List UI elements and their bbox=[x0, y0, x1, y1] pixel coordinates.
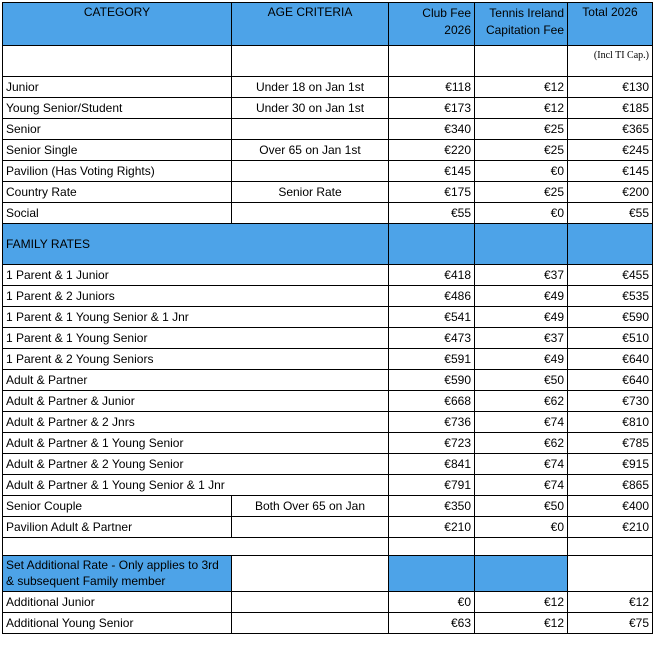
club-fee-cell: €668 bbox=[389, 391, 475, 412]
age-cell: Over 65 on Jan 1st bbox=[232, 140, 389, 161]
blank-cell bbox=[389, 224, 475, 265]
category-cell: Country Rate bbox=[3, 182, 232, 203]
category-cell: Pavilion Adult & Partner bbox=[3, 517, 232, 538]
blank-cell bbox=[568, 556, 653, 592]
category-cell: Adult & Partner & 2 Jnrs bbox=[3, 412, 389, 433]
category-cell: Adult & Partner & 1 Young Senior bbox=[3, 433, 389, 454]
ti-fee-cell: €12 bbox=[475, 592, 568, 613]
category-cell: 1 Parent & 1 Young Senior bbox=[3, 328, 389, 349]
total-cell: €75 bbox=[568, 613, 653, 634]
family-rates-label: FAMILY RATES bbox=[3, 224, 389, 265]
table-row bbox=[3, 433, 653, 454]
category-cell: Senior Couple bbox=[3, 496, 232, 517]
total-cell: €640 bbox=[568, 349, 653, 370]
club-fee-cell: €723 bbox=[389, 433, 475, 454]
club-fee-cell: €210 bbox=[389, 517, 475, 538]
club-fee-cell: €63 bbox=[389, 613, 475, 634]
total-cell: €640 bbox=[568, 370, 653, 391]
fees-table bbox=[2, 2, 653, 634]
club-fee-cell: €350 bbox=[389, 496, 475, 517]
club-fee-cell: €473 bbox=[389, 328, 475, 349]
total-cell: €400 bbox=[568, 496, 653, 517]
total-cell: €365 bbox=[568, 119, 653, 140]
club-fee-cell: €736 bbox=[389, 412, 475, 433]
age-cell bbox=[232, 119, 389, 140]
total-cell: €915 bbox=[568, 454, 653, 475]
blank-cell bbox=[389, 556, 475, 592]
table-row bbox=[3, 119, 653, 140]
set-additional-label: Set Additional Rate - Only applies to 3rd & subsequent Family member bbox=[3, 556, 232, 592]
club-fee-cell: €175 bbox=[389, 182, 475, 203]
category-cell: 1 Parent & 1 Young Senior & 1 Jnr bbox=[3, 307, 389, 328]
blank-cell bbox=[232, 556, 389, 592]
total-cell: €185 bbox=[568, 98, 653, 119]
club-fee-cell: €173 bbox=[389, 98, 475, 119]
header-category: CATEGORY bbox=[3, 3, 232, 46]
total-cell: €810 bbox=[568, 412, 653, 433]
category-cell: Adult & Partner & Junior bbox=[3, 391, 389, 412]
club-fee-cell: €418 bbox=[389, 265, 475, 286]
ti-fee-cell: €74 bbox=[475, 454, 568, 475]
ti-fee-cell: €0 bbox=[475, 517, 568, 538]
category-cell: Additional Young Senior bbox=[3, 613, 232, 634]
club-fee-cell: €145 bbox=[389, 161, 475, 182]
total-cell: €12 bbox=[568, 592, 653, 613]
total-cell: €145 bbox=[568, 161, 653, 182]
age-cell bbox=[232, 203, 389, 224]
total-cell: €130 bbox=[568, 77, 653, 98]
category-cell: Adult & Partner & 2 Young Senior bbox=[3, 454, 389, 475]
table-row bbox=[3, 475, 653, 496]
blank-cell bbox=[475, 556, 568, 592]
total-note: (Incl TI Cap.) bbox=[568, 46, 653, 77]
total-cell: €510 bbox=[568, 328, 653, 349]
blank-cell bbox=[389, 538, 475, 556]
category-cell: Social bbox=[3, 203, 232, 224]
table-row bbox=[3, 182, 653, 203]
table-row bbox=[3, 370, 653, 391]
club-fee-cell: €340 bbox=[389, 119, 475, 140]
table-row bbox=[3, 391, 653, 412]
ti-fee-cell: €50 bbox=[475, 370, 568, 391]
ti-fee-cell: €0 bbox=[475, 203, 568, 224]
table-row bbox=[3, 592, 653, 613]
family-rates-header bbox=[3, 224, 653, 265]
club-fee-cell: €791 bbox=[389, 475, 475, 496]
table-row bbox=[3, 349, 653, 370]
table-row bbox=[3, 98, 653, 119]
total-cell: €210 bbox=[568, 517, 653, 538]
header-row bbox=[3, 3, 653, 46]
club-fee-cell: €55 bbox=[389, 203, 475, 224]
table-row bbox=[3, 286, 653, 307]
header-age-criteria: AGE CRITERIA bbox=[232, 3, 389, 46]
blank-cell bbox=[3, 538, 389, 556]
category-cell: Senior bbox=[3, 119, 232, 140]
table-row bbox=[3, 203, 653, 224]
total-cell: €455 bbox=[568, 265, 653, 286]
ti-fee-cell: €12 bbox=[475, 98, 568, 119]
age-cell bbox=[232, 613, 389, 634]
age-cell: Both Over 65 on Jan bbox=[232, 496, 389, 517]
age-cell: Senior Rate bbox=[232, 182, 389, 203]
category-cell: Junior bbox=[3, 77, 232, 98]
note-row bbox=[3, 46, 653, 77]
ti-fee-cell: €62 bbox=[475, 391, 568, 412]
age-cell: Under 18 on Jan 1st bbox=[232, 77, 389, 98]
ti-fee-cell: €37 bbox=[475, 328, 568, 349]
ti-fee-cell: €74 bbox=[475, 475, 568, 496]
category-cell: 1 Parent & 1 Junior bbox=[3, 265, 389, 286]
category-cell: Pavilion (Has Voting Rights) bbox=[3, 161, 232, 182]
total-cell: €55 bbox=[568, 203, 653, 224]
age-cell bbox=[232, 161, 389, 182]
table-row bbox=[3, 496, 653, 517]
table-row bbox=[3, 412, 653, 433]
ti-fee-cell: €62 bbox=[475, 433, 568, 454]
table-row bbox=[3, 140, 653, 161]
category-cell: Adult & Partner & 1 Young Senior & 1 Jnr bbox=[3, 475, 389, 496]
club-fee-cell: €841 bbox=[389, 454, 475, 475]
blank-cell bbox=[475, 538, 568, 556]
table-row bbox=[3, 613, 653, 634]
ti-fee-cell: €49 bbox=[475, 286, 568, 307]
ti-fee-cell: €49 bbox=[475, 307, 568, 328]
table-row bbox=[3, 517, 653, 538]
header-ti-capitation: Tennis Ireland Capitation Fee bbox=[475, 3, 568, 46]
ti-fee-cell: €25 bbox=[475, 119, 568, 140]
ti-fee-cell: €50 bbox=[475, 496, 568, 517]
table-row bbox=[3, 77, 653, 98]
table-row bbox=[3, 454, 653, 475]
ti-fee-cell: €25 bbox=[475, 140, 568, 161]
table-row bbox=[3, 328, 653, 349]
ti-fee-cell: €12 bbox=[475, 77, 568, 98]
blank-cell bbox=[568, 538, 653, 556]
club-fee-cell: €591 bbox=[389, 349, 475, 370]
total-cell: €535 bbox=[568, 286, 653, 307]
club-fee-cell: €118 bbox=[389, 77, 475, 98]
club-fee-cell: €590 bbox=[389, 370, 475, 391]
spacer-row bbox=[3, 538, 653, 556]
table-row bbox=[3, 307, 653, 328]
age-cell bbox=[232, 592, 389, 613]
club-fee-cell: €0 bbox=[389, 592, 475, 613]
blank-cell bbox=[475, 224, 568, 265]
category-cell: 1 Parent & 2 Young Seniors bbox=[3, 349, 389, 370]
age-cell bbox=[232, 517, 389, 538]
set-additional-header bbox=[3, 556, 653, 592]
total-cell: €590 bbox=[568, 307, 653, 328]
club-fee-cell: €541 bbox=[389, 307, 475, 328]
total-cell: €865 bbox=[568, 475, 653, 496]
category-cell: Senior Single bbox=[3, 140, 232, 161]
age-cell: Under 30 on Jan 1st bbox=[232, 98, 389, 119]
ti-fee-cell: €0 bbox=[475, 161, 568, 182]
category-cell: Additional Junior bbox=[3, 592, 232, 613]
club-fee-cell: €220 bbox=[389, 140, 475, 161]
table-row bbox=[3, 161, 653, 182]
ti-fee-cell: €49 bbox=[475, 349, 568, 370]
total-cell: €730 bbox=[568, 391, 653, 412]
ti-fee-cell: €37 bbox=[475, 265, 568, 286]
ti-fee-cell: €12 bbox=[475, 613, 568, 634]
ti-fee-cell: €25 bbox=[475, 182, 568, 203]
category-cell: Young Senior/Student bbox=[3, 98, 232, 119]
total-cell: €200 bbox=[568, 182, 653, 203]
club-fee-cell: €486 bbox=[389, 286, 475, 307]
category-cell: Adult & Partner bbox=[3, 370, 389, 391]
ti-fee-cell: €74 bbox=[475, 412, 568, 433]
total-cell: €785 bbox=[568, 433, 653, 454]
header-total: Total 2026 bbox=[568, 3, 653, 46]
table-row bbox=[3, 265, 653, 286]
total-cell: €245 bbox=[568, 140, 653, 161]
blank-cell bbox=[568, 224, 653, 265]
category-cell: 1 Parent & 2 Juniors bbox=[3, 286, 389, 307]
header-club-fee: Club Fee 2026 bbox=[389, 3, 475, 46]
